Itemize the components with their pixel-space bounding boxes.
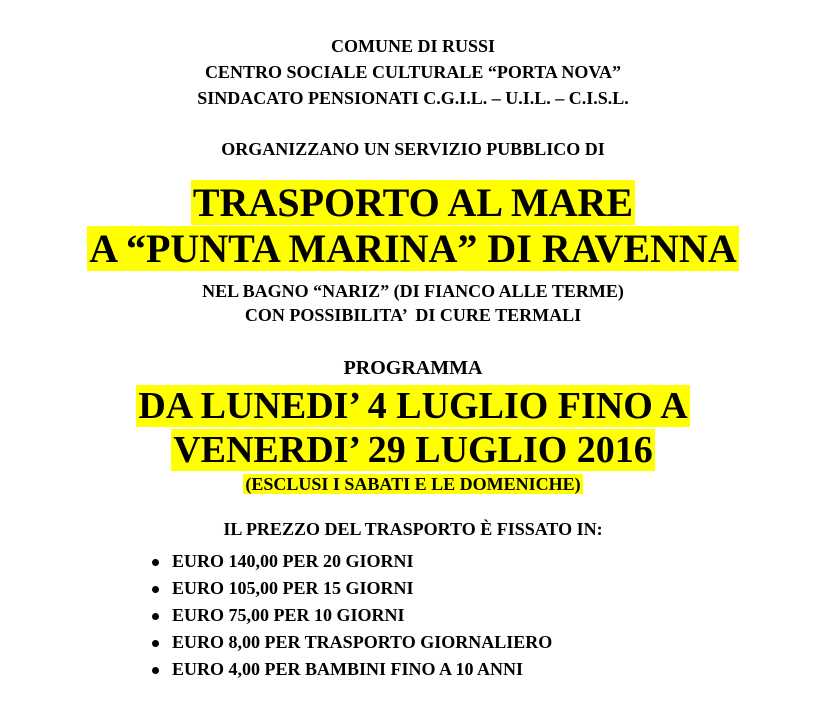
subtitle-line-2: CON POSSIBILITA’ DI CURE TERMALI [244, 305, 582, 325]
headline-block [0, 180, 826, 272]
price-list [150, 548, 552, 683]
list-item [150, 575, 552, 602]
list-item [150, 548, 552, 575]
headline-line-1: TRASPORTO AL MARE [192, 180, 634, 225]
organizer-line-3: SINDACATO PENSIONATI C.G.I.L. – U.I.L. – C.I.S.L. [197, 88, 629, 108]
bullet-icon [152, 640, 159, 647]
organizer-line-2: CENTRO SOCIALE CULTURALE “PORTA NOVA” [204, 62, 622, 82]
price-item-label: EURO 75,00 PER 10 GIORNI [172, 605, 405, 625]
price-heading: IL PREZZO DEL TRASPORTO È FISSATO IN: [223, 519, 603, 539]
dates-line-1: DA LUNEDI’ 4 LUGLIO FINO A [138, 385, 688, 427]
intro-line: ORGANIZZANO UN SERVIZIO PUBBLICO DI [221, 139, 605, 159]
dates-block [0, 384, 826, 472]
organizer-line-1: COMUNE DI RUSSI [330, 36, 496, 56]
bullet-icon [152, 613, 159, 620]
subtitle-line-1: NEL BAGNO “NARIZ” (DI FIANCO ALLE TERME) [202, 281, 624, 301]
exclusion-note: (ESCLUSI I SABATI E LE DOMENICHE) [245, 474, 581, 494]
price-item-label: EURO 140,00 PER 20 GIORNI [172, 551, 414, 571]
subtitle-block [0, 279, 826, 327]
price-item-label: EURO 4,00 PER BAMBINI FINO A 10 ANNI [172, 659, 524, 679]
price-item-label: EURO 105,00 PER 15 GIORNI [172, 578, 414, 598]
price-item-label: EURO 8,00 PER TRASPORTO GIORNALIERO [172, 632, 553, 652]
bullet-icon [152, 586, 159, 593]
bullet-icon [152, 559, 159, 566]
list-item [150, 629, 552, 656]
exclusion-block [0, 472, 826, 496]
programma-label: PROGRAMMA [343, 357, 483, 379]
list-item [150, 602, 552, 629]
organizers-block [0, 33, 826, 111]
list-item [150, 656, 552, 683]
headline-line-2: A “PUNTA MARINA” DI RAVENNA [89, 226, 737, 271]
bullet-icon [152, 667, 159, 674]
dates-line-2: VENERDI’ 29 LUGLIO 2016 [173, 429, 653, 471]
